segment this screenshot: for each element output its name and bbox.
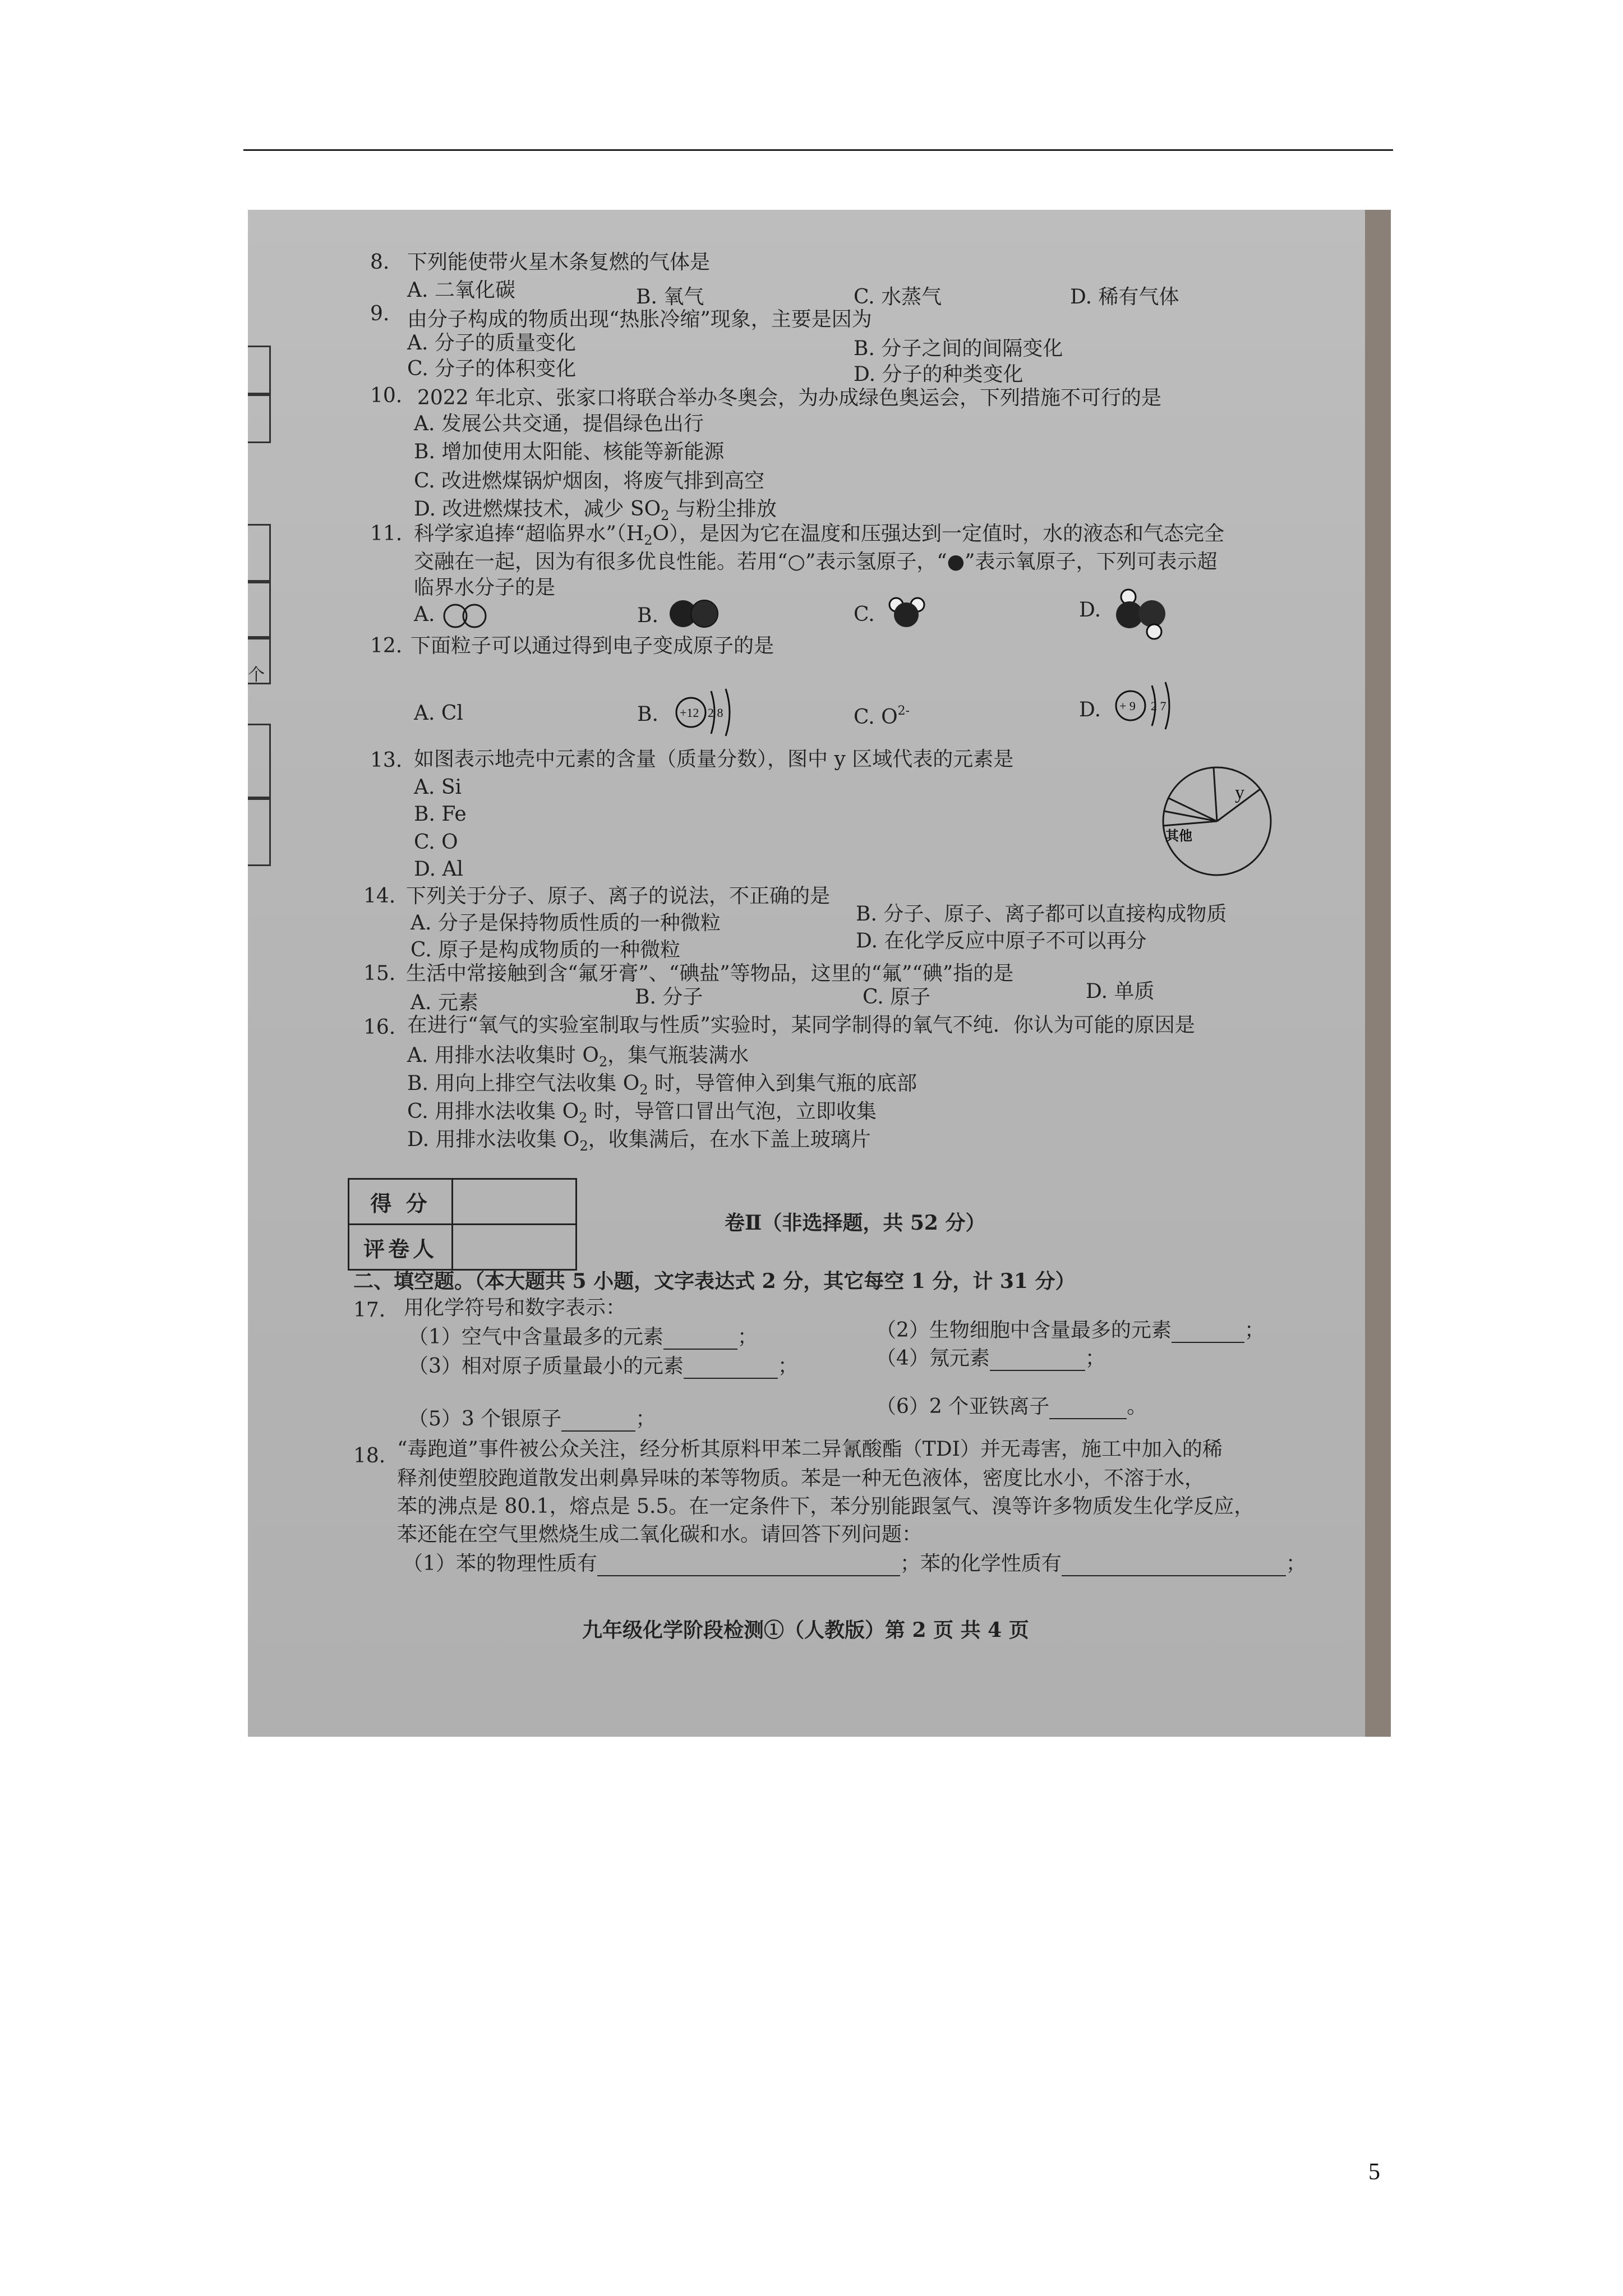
q15-option-b: B. 分子: [635, 986, 703, 1009]
two-oxygen-atoms-icon: [667, 597, 729, 631]
q9-option-b: B. 分子之间的间隔变化: [854, 337, 1063, 360]
q17-part-2-end: ；: [1244, 1319, 1265, 1342]
question-18-line2: 释剂使塑胶跑道散发出刺鼻异味的苯等物质。苯是一种无色液体，密度比水小，不溶于水，: [397, 1467, 1205, 1490]
q17-part-4: [876, 1346, 1105, 1371]
q8-option-b: B. 氧气: [636, 286, 704, 309]
scanned-exam-page: [248, 210, 1391, 1737]
q17-part-3: [408, 1354, 798, 1379]
q17-answer-6-blank[interactable]: [1049, 1399, 1127, 1419]
q16-option-a-tail: ，集气瓶装满水: [607, 1044, 749, 1067]
q18-chemical-property-blank[interactable]: [1062, 1556, 1286, 1576]
question-18-number: 18.: [353, 1444, 386, 1467]
q16-option-a-text: A. 用排水法收集时 O: [407, 1044, 599, 1067]
q17-part-5-label: （5）3 个银原子: [408, 1407, 562, 1430]
question-15-stem: 生活中常接触到含“氟牙膏”、“碘盐”等物品，这里的“氟”“碘”指的是: [406, 962, 1014, 985]
q17-part-6-label: （6）2 个亚铁离子: [876, 1395, 1050, 1418]
q10-option-a: A. 发展公共交通，提倡绿色出行: [414, 412, 704, 435]
question-9-stem: 由分子构成的物质出现“热胀冷缩”现象，主要是因为: [407, 308, 872, 331]
question-12-number: 12.: [370, 634, 403, 657]
q14-option-d: D. 在化学反应中原子不可以再分: [856, 930, 1147, 953]
q10-option-b: B. 增加使用太阳能、核能等新能源: [414, 440, 725, 463]
question-11-number: 11.: [370, 522, 403, 545]
q16-option-d-text: D. 用排水法收集 O: [407, 1128, 580, 1151]
question-11-stem: [414, 522, 1224, 553]
q10-option-c: C. 改进燃煤锅炉烟囱，将废气排到高空: [414, 470, 765, 493]
q16-option-c-text: C. 用排水法收集 O: [407, 1100, 579, 1123]
question-18-line4: 苯还能在空气里燃烧生成二氧化碳和水。请回答下列问题：: [397, 1523, 923, 1546]
question-16-number: 16.: [363, 1016, 396, 1039]
q8-option-d: D. 稀有气体: [1070, 286, 1179, 309]
q11-stem-subscript: 2: [644, 532, 653, 548]
q17-answer-4-blank[interactable]: [990, 1351, 1085, 1371]
crust-element-pie-chart: [1151, 765, 1285, 877]
question-10-number: 10.: [370, 384, 403, 407]
q11-option-d-label: D.: [1079, 599, 1101, 622]
page-number: 5: [1368, 2159, 1380, 2185]
pie-label-y: y: [1235, 783, 1244, 803]
f-nucleus-charge: + 9: [1119, 699, 1136, 713]
q16-option-a: [407, 1043, 749, 1074]
q10-option-d-text: D. 改进燃煤技术，减少 SO: [414, 498, 661, 521]
q11-option-c-label: C.: [854, 603, 875, 626]
question-15-number: 15.: [363, 962, 396, 985]
question-13-number: 13.: [370, 749, 403, 772]
pie-label-other: 其他: [1165, 828, 1192, 844]
q18-part-1-label: （1）苯的物理性质有: [403, 1552, 597, 1575]
q9-option-c: C. 分子的体积变化: [407, 357, 577, 380]
margin-box: [248, 393, 271, 443]
margin-box: [248, 797, 271, 866]
q17-answer-5-blank[interactable]: [561, 1411, 635, 1432]
q17-part-6-end: 。: [1127, 1395, 1147, 1418]
question-13-stem: 如图表示地壳中元素的含量（质量分数），图中 y 区域代表的元素是: [414, 748, 1014, 771]
q16-option-d: [407, 1128, 871, 1158]
question-9-number: 9.: [370, 302, 390, 325]
q14-option-b: B. 分子、原子、离子都可以直接构成物质: [856, 903, 1227, 926]
margin-mark: 个: [248, 665, 265, 685]
q12-option-b-label: B.: [637, 703, 658, 726]
score-field[interactable]: [453, 1179, 577, 1225]
q17-part-6: [876, 1395, 1147, 1419]
q18-part-1-end: ；: [1285, 1552, 1306, 1575]
section-2-title: 卷Ⅱ（非选择题，共 52 分）: [725, 1211, 986, 1235]
q17-answer-1-blank[interactable]: [663, 1329, 737, 1350]
q12-option-c: [854, 699, 910, 730]
question-17-number: 17.: [353, 1299, 386, 1322]
q15-option-a: A. 元素: [411, 991, 478, 1014]
fluorine-atom-structure-icon: [1112, 672, 1190, 734]
magnesium-ion-structure-icon: [672, 679, 750, 740]
q16-option-b-tail: 时，导管伸入到集气瓶的底部: [648, 1072, 917, 1095]
question-8-stem: 下列能使带火星木条复燃的气体是: [407, 251, 711, 274]
q16-option-b-text: B. 用向上排空气法收集 O: [407, 1072, 640, 1095]
q12-option-a: A. Cl: [414, 702, 463, 725]
q17-answer-3-blank[interactable]: [684, 1359, 778, 1379]
q17-part-4-end: ；: [1085, 1347, 1105, 1370]
q8-option-c: C. 水蒸气: [854, 286, 942, 309]
mg-electron-shells: 2 8: [708, 706, 723, 720]
q11-option-a-label: A.: [414, 603, 435, 626]
score-table: [348, 1178, 577, 1271]
question-18-line1: “毒跑道”事件被公众关注，经分析其原料甲苯二异氰酸酯（TDI）并无毒害，施工中加入的稀: [397, 1438, 1223, 1461]
q10-option-d-subscript: 2: [661, 508, 670, 523]
q17-part-3-end: ；: [777, 1355, 798, 1378]
q15-option-d: D. 单质: [1086, 980, 1155, 1003]
q17-part-1-end: ；: [737, 1326, 758, 1349]
question-8-number: 8.: [370, 251, 390, 274]
q9-option-d: D. 分子的种类变化: [854, 363, 1023, 386]
q11-option-b-label: B.: [637, 604, 658, 627]
f-electron-shells: 2 7: [1151, 699, 1166, 713]
q13-option-d: D. Al: [414, 858, 463, 881]
margin-box: [248, 580, 271, 639]
exam-footer: 九年级化学阶段检测①（人教版）第 2 页 共 4 页: [582, 1618, 1029, 1642]
q18-physical-property-blank[interactable]: [597, 1556, 900, 1576]
q12-option-c-text: C. O: [854, 706, 898, 729]
two-hydrogen-atoms-icon: [442, 601, 498, 629]
q16-option-d-subscript: 2: [579, 1138, 588, 1154]
question-14-number: 14.: [363, 885, 396, 908]
grader-field[interactable]: [453, 1225, 577, 1270]
q18-part-1: [403, 1552, 1306, 1576]
q8-option-a: A. 二氧化碳: [407, 279, 515, 302]
q16-option-b: [407, 1071, 917, 1102]
q16-option-b-subscript: 2: [639, 1082, 648, 1098]
question-12-stem: 下面粒子可以通过得到电子变成原子的是: [411, 634, 774, 657]
water-molecule-icon: [880, 592, 931, 632]
q16-option-c: [407, 1099, 877, 1130]
question-18-line3: 苯的沸点是 80.1，熔点是 5.5。在一定条件下，苯分别能跟氢气、溴等许多物质发生化学反应，: [397, 1495, 1255, 1518]
q13-option-c: C. O: [414, 831, 458, 854]
q17-part-2: [876, 1318, 1265, 1343]
question-14-stem: 下列关于分子、原子、离子的说法，不正确的是: [406, 885, 831, 908]
margin-box: [248, 346, 271, 396]
q11-stem-tail: O），是因为它在温度和压强达到一定值时，水的液态和气态完全: [652, 522, 1225, 545]
q9-option-a: A. 分子的质量变化: [407, 332, 576, 355]
q10-option-d-tail: 与粉尘排放: [669, 498, 777, 521]
q14-option-c: C. 原子是构成物质的一种微粒: [411, 938, 681, 961]
q17-part-1-label: （1）空气中含量最多的元素: [408, 1326, 663, 1349]
question-17-stem: 用化学符号和数字表示：: [404, 1296, 626, 1319]
question-10-stem: 2022 年北京、张家口将联合举办冬奥会，为办成绿色奥运会，下列措施不可行的是: [417, 386, 1162, 409]
q12-option-c-superscript: 2-: [897, 704, 910, 718]
q16-option-d-tail: ，收集满后，在水下盖上玻璃片: [588, 1128, 871, 1151]
q13-option-a: A. Si: [414, 776, 462, 799]
q15-option-c: C. 原子: [863, 986, 931, 1009]
question-11-line3: 临界水分子的是: [414, 576, 556, 599]
q16-option-a-subscript: 2: [598, 1054, 608, 1070]
q18-part-1-label-b: ；苯的化学性质有: [900, 1552, 1062, 1575]
margin-box: [248, 524, 271, 583]
score-label: 得 分: [349, 1179, 453, 1225]
q13-option-b: B. Fe: [414, 803, 467, 826]
q17-part-3-label: （3）相对原子质量最小的元素: [408, 1355, 684, 1378]
q16-option-c-subscript: 2: [579, 1110, 588, 1126]
q17-answer-2-blank[interactable]: [1172, 1323, 1244, 1343]
q14-option-a: A. 分子是保持物质性质的一种微粒: [411, 912, 721, 935]
question-11-line2: 交融在一起，因为有很多优良性能。若用“○”表示氢原子，“●”表示氧原子，下列可表示超: [414, 550, 1218, 573]
q17-part-5: [408, 1407, 656, 1432]
q17-part-4-label: （4）氖元素: [876, 1347, 990, 1370]
header-rule: [243, 149, 1393, 151]
part-2-heading: 二、填空题。（本大题共 5 小题，文字表达式 2 分，其它每空 1 分，计 31 分）: [353, 1269, 1076, 1293]
margin-box: [248, 724, 271, 800]
question-16-stem: 在进行“氧气的实验室制取与性质”实验时，某同学制得的氧气不纯．你认为可能的原因是: [407, 1014, 1195, 1037]
mg-nucleus-charge: +12: [680, 706, 699, 720]
q17-part-1: [408, 1325, 758, 1350]
grader-label: 评卷人: [349, 1225, 453, 1270]
q11-stem-text: 科学家追捧“超临界水”（H: [414, 522, 644, 545]
q17-part-2-label: （2）生物细胞中含量最多的元素: [876, 1319, 1172, 1342]
q12-option-d-label: D.: [1079, 698, 1101, 721]
q17-part-5-end: ；: [635, 1407, 656, 1430]
hydrogen-peroxide-molecule-icon: [1113, 585, 1180, 641]
scan-edge-shadow: [1365, 210, 1391, 1737]
q16-option-c-tail: 时，导管口冒出气泡，立即收集: [587, 1100, 877, 1123]
